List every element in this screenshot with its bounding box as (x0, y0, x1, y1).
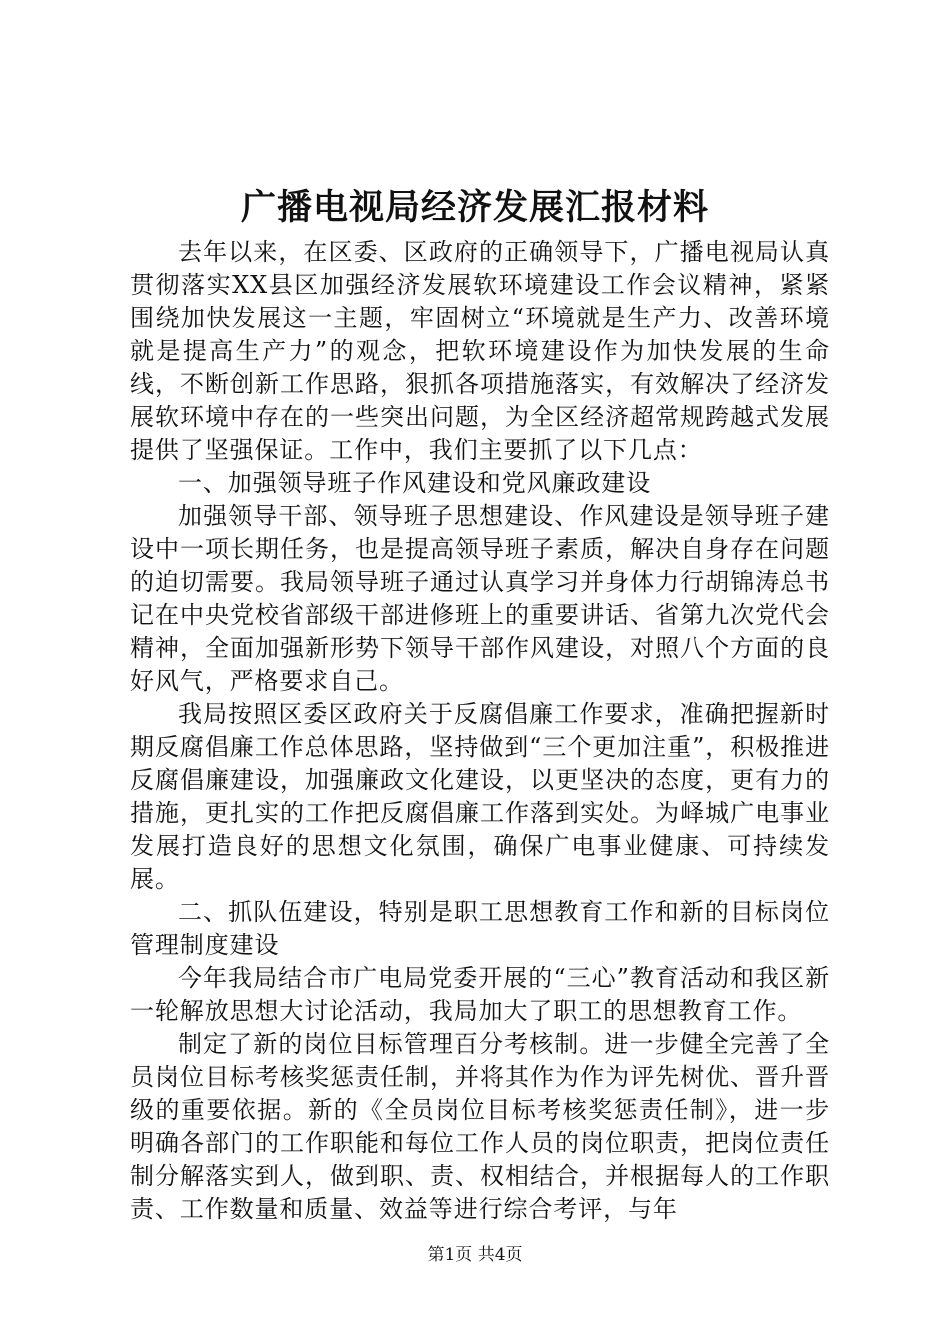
paragraph-intro: 去年以来，在区委、区政府的正确领导下，广播电视局认真贯彻落实XX县区加强经济发展软环境建设工作会议精神，紧紧围绕加快发展这一主题，牢固树立“环境就是生产力、改善环境就是提高生产力”的观念，把软环境建设作为加快发展的生命线，不断创新工作思路，狠抓各项措施落实，有效解决了经济发展软环境中存在的一些突出问题，为全区经济超常规跨越式发展提供了坚强保证。工作中，我们主要抓了以下几点： (130, 238, 830, 464)
section-heading-1: 一、加强领导班子作风建设和党风廉政建设 (178, 469, 652, 497)
section-heading-2: 二、抓队伍建设，特别是职工思想教育工作和新的目标岗位管理制度建设 (130, 898, 830, 959)
paragraph-education: 今年我局结合市广电局党委开展的“三心”教育活动和我区新一轮解放思想大讨论活动，我局加大了职工的思想教育工作。 (130, 964, 830, 1025)
document-title: 广播电视局经济发展汇报材料 (240, 187, 709, 228)
page-number: 第1页 共4页 (427, 1245, 523, 1265)
document-body (130, 236, 830, 1226)
paragraph-assessment: 制定了新的岗位目标管理百分考核制。进一步健全完善了全员岗位目标考核奖惩责任制，并将其作为作为评先树优、晋升晋级的重要依据。新的《全员岗位目标考核奖惩责任制》，进一步明确各部门的工作职能和每位工作人员的岗位职责，把岗位责任制分解落实到人，做到职、责、权相结合，并根据每人的工作职责、工作数量和质量、效益等进行综合考评，与年 (130, 1030, 830, 1223)
paragraph-anticorruption: 我局按照区委区政府关于反腐倡廉工作要求，准确把握新时期反腐倡廉工作总体思路，坚持做到“三个更加注重”，积极推进反腐倡廉建设，加强廉政文化建设，以更坚决的态度，更有力的措施，更扎实的工作把反腐倡廉工作落到实处。为峄城广电事业发展打造良好的思想文化氛围，确保广电事业健康、可持续发展。 (130, 700, 830, 893)
paragraph-leadership: 加强领导干部、领导班子思想建设、作风建设是领导班子建设中一项长期任务，也是提高领导班子素质，解决自身存在问题的迫切需要。我局领导班子通过认真学习并身体力行胡锦涛总书记在中央党校省部级干部进修班上的重要讲话、省第九次党代会精神，全面加强新形势下领导干部作风建设，对照八个方面的良好风气，严格要求自己。 (130, 502, 830, 695)
